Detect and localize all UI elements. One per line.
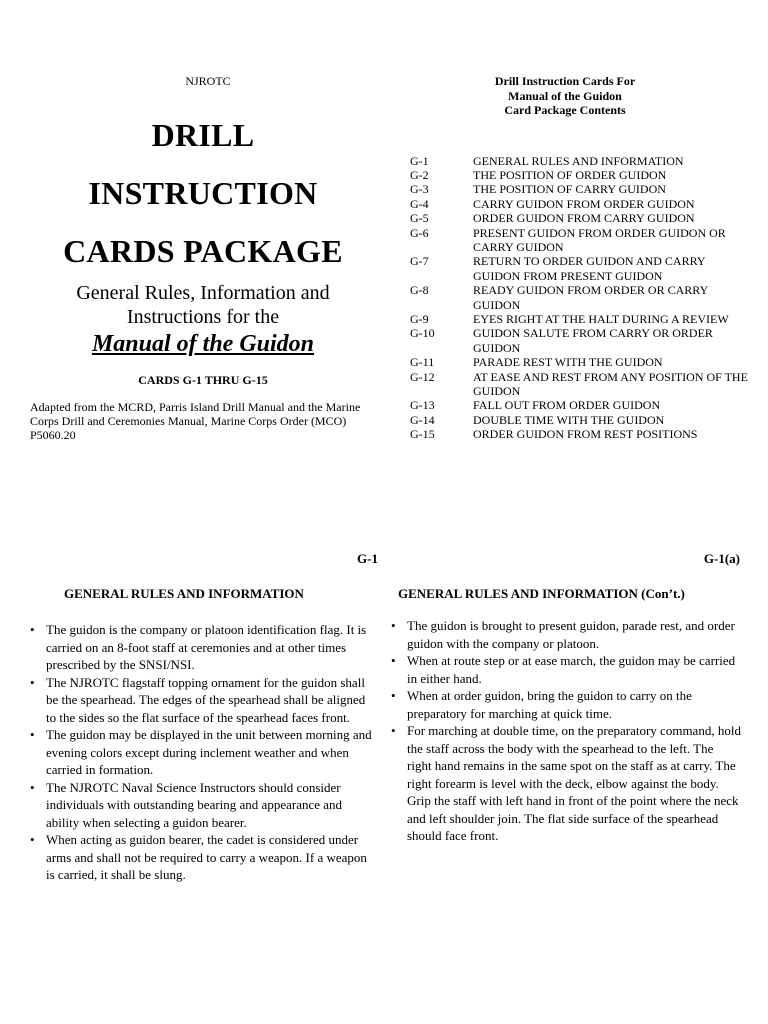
list-item (30, 831, 378, 884)
contents-item-code: G-7 (410, 254, 429, 269)
contents-item-text: FALL OUT FROM ORDER GUIDON (473, 398, 661, 413)
list-item (391, 722, 741, 845)
contents-item (410, 312, 750, 326)
contents-item-code: G-8 (410, 283, 429, 298)
subtitle-line-2: Instructions for the (126, 306, 280, 328)
contents-item-code: G-3 (410, 182, 429, 197)
contents-item (410, 370, 750, 399)
contents-list (410, 154, 750, 442)
list-item (30, 674, 378, 727)
bullet-text: The NJROTC Naval Science Instructors should consider individuals with outstanding bearing and appearance and ability when selecting a guidon bearer. (46, 779, 343, 830)
contents-item (410, 326, 750, 355)
title-line-2: INSTRUCTION (88, 175, 318, 211)
contents-item (410, 226, 750, 255)
list-item (30, 621, 378, 674)
bullet-icon: • (30, 674, 35, 690)
card-g1a-bullet-list (391, 617, 741, 845)
cover-section (30, 74, 366, 442)
contents-item-text: READY GUIDON FROM ORDER OR CARRY GUIDON (473, 283, 708, 312)
org-label: NJROTC (185, 74, 231, 88)
bullet-icon: • (391, 723, 396, 738)
title-line-1: DRILL (151, 117, 255, 153)
contents-item-text: GENERAL RULES AND INFORMATION (473, 153, 684, 168)
contents-item-text: EYES RIGHT AT THE HALT DURING A REVIEW (473, 311, 729, 326)
contents-item-code: G-2 (410, 167, 429, 182)
contents-title-line-2: Manual of the Guidon (508, 88, 622, 103)
contents-item-text: RETURN TO ORDER GUIDON AND CARRY GUIDON FROM PRESENT GUIDON (473, 254, 706, 283)
contents-item (410, 427, 750, 441)
contents-item-code: G-11 (410, 355, 435, 370)
bullet-text: For marching at double time, on the preparatory command, hold the staff across the body with the spearhead to the left. The right hand remains in the same spot on the staff as at carry. The right forearm is level with the deck, elbow against the body. Grip the staff with left hand in front of the point where the neck and left shoulder join. The flat side surface of the spearhead should face front. (407, 723, 741, 843)
contents-item-text: ORDER GUIDON FROM REST POSITIONS (473, 427, 698, 442)
bullet-icon: • (30, 727, 35, 742)
contents-item-text: PRESENT GUIDON FROM ORDER GUIDON OR CARRY GUIDON (473, 225, 726, 254)
bullet-text: When at route step or at ease march, the guidon may be carried in either hand. (407, 653, 736, 686)
contents-item (410, 154, 750, 168)
bullet-text: The guidon may be displayed in the unit between morning and evening colors except during inclement weather and when carried in formation. (46, 727, 372, 777)
contents-item-text: DOUBLE TIME WITH THE GUIDON (473, 412, 665, 427)
list-item (391, 617, 741, 652)
bullet-icon: • (391, 653, 396, 668)
card-g1a-number: G-1(a) (703, 551, 740, 566)
contents-item-code: G-15 (410, 427, 435, 442)
list-item (391, 687, 741, 722)
bullet-text: The guidon is brought to present guidon, parade rest, and order guidon with the company or platoon. (407, 618, 735, 651)
bullet-icon: • (391, 688, 396, 703)
contents-item-code: G-10 (410, 326, 435, 341)
contents-item (410, 168, 750, 182)
contents-item-code: G-9 (410, 311, 429, 326)
card-g1a-heading: GENERAL RULES AND INFORMATION (Con’t.) (398, 586, 685, 601)
contents-item (410, 413, 750, 427)
contents-item-text: THE POSITION OF CARRY GUIDON (473, 182, 666, 197)
list-item (30, 726, 378, 779)
card-g1-heading: GENERAL RULES AND INFORMATION (64, 586, 304, 601)
card-g1-number: G-1 (357, 551, 378, 566)
contents-item-text: CARRY GUIDON FROM ORDER GUIDON (473, 196, 695, 211)
contents-item (410, 197, 750, 211)
contents-item-code: G-14 (410, 412, 435, 427)
contents-item-text: ORDER GUIDON FROM CARRY GUIDON (473, 211, 695, 226)
contents-item-code: G-5 (410, 211, 429, 226)
contents-item (410, 398, 750, 412)
contents-title-line-3: Card Package Contents (504, 103, 626, 117)
list-item (30, 779, 378, 832)
contents-item-text: THE POSITION OF ORDER GUIDON (473, 167, 667, 182)
contents-item-text: GUIDON SALUTE FROM CARRY OR ORDER GUIDON (473, 326, 713, 355)
cards-range: CARDS G-1 THRU G-15 (138, 373, 268, 387)
contents-item-code: G-4 (410, 196, 429, 211)
contents-item (410, 283, 750, 312)
contents-item (410, 254, 750, 283)
contents-item (410, 355, 750, 369)
manual-title: Manual of the Guidon (91, 331, 315, 357)
contents-item-code: G-6 (410, 225, 429, 240)
bullet-text: The NJROTC flagstaff topping ornament for the guidon shall be the spearhead. The edges of the spearhead shall be aligned to the sides so the flat surface of the spearhead faces front. (46, 674, 366, 725)
title-line-3: CARDS PACKAGE (63, 233, 343, 269)
contents-item (410, 211, 750, 225)
bullet-text: When at order guidon, bring the guidon to carry on the preparatory for marching at quick time. (407, 688, 692, 721)
bullet-icon: • (30, 832, 35, 847)
contents-item (410, 182, 750, 196)
contents-item-code: G-12 (410, 369, 435, 384)
card-g1-bullet-list (30, 621, 378, 884)
contents-item-text: PARADE REST WITH THE GUIDON (473, 355, 663, 370)
adapted-note: Adapted from the MCRD, Parris Island Drill Manual and the Marine Corps Drill and Ceremonies Manual, Marine Corps Order (MCO) P5060.20 (30, 400, 361, 442)
bullet-text: When acting as guidon bearer, the cadet is considered under arms and shall not be required to carry a weapon. If a weapon is carried, it shall be slung. (46, 832, 367, 882)
bullet-icon: • (30, 622, 35, 637)
contents-item-text: AT EASE AND REST FROM ANY POSITION OF THE GUIDON (473, 369, 748, 398)
contents-section (410, 74, 750, 442)
bullet-icon: • (30, 779, 35, 795)
contents-title-line-1: Drill Instruction Cards For (494, 74, 636, 88)
list-item (391, 652, 741, 687)
bullet-text: The guidon is the company or platoon identification flag. It is carried on an 8-foot staff at ceremonies and at other times prescribed by the SNSI/NSI. (46, 622, 367, 672)
subtitle-line-1: General Rules, Information and (76, 282, 330, 304)
contents-item-code: G-1 (410, 153, 429, 168)
bullet-icon: • (391, 618, 396, 633)
contents-item-code: G-13 (410, 398, 435, 413)
